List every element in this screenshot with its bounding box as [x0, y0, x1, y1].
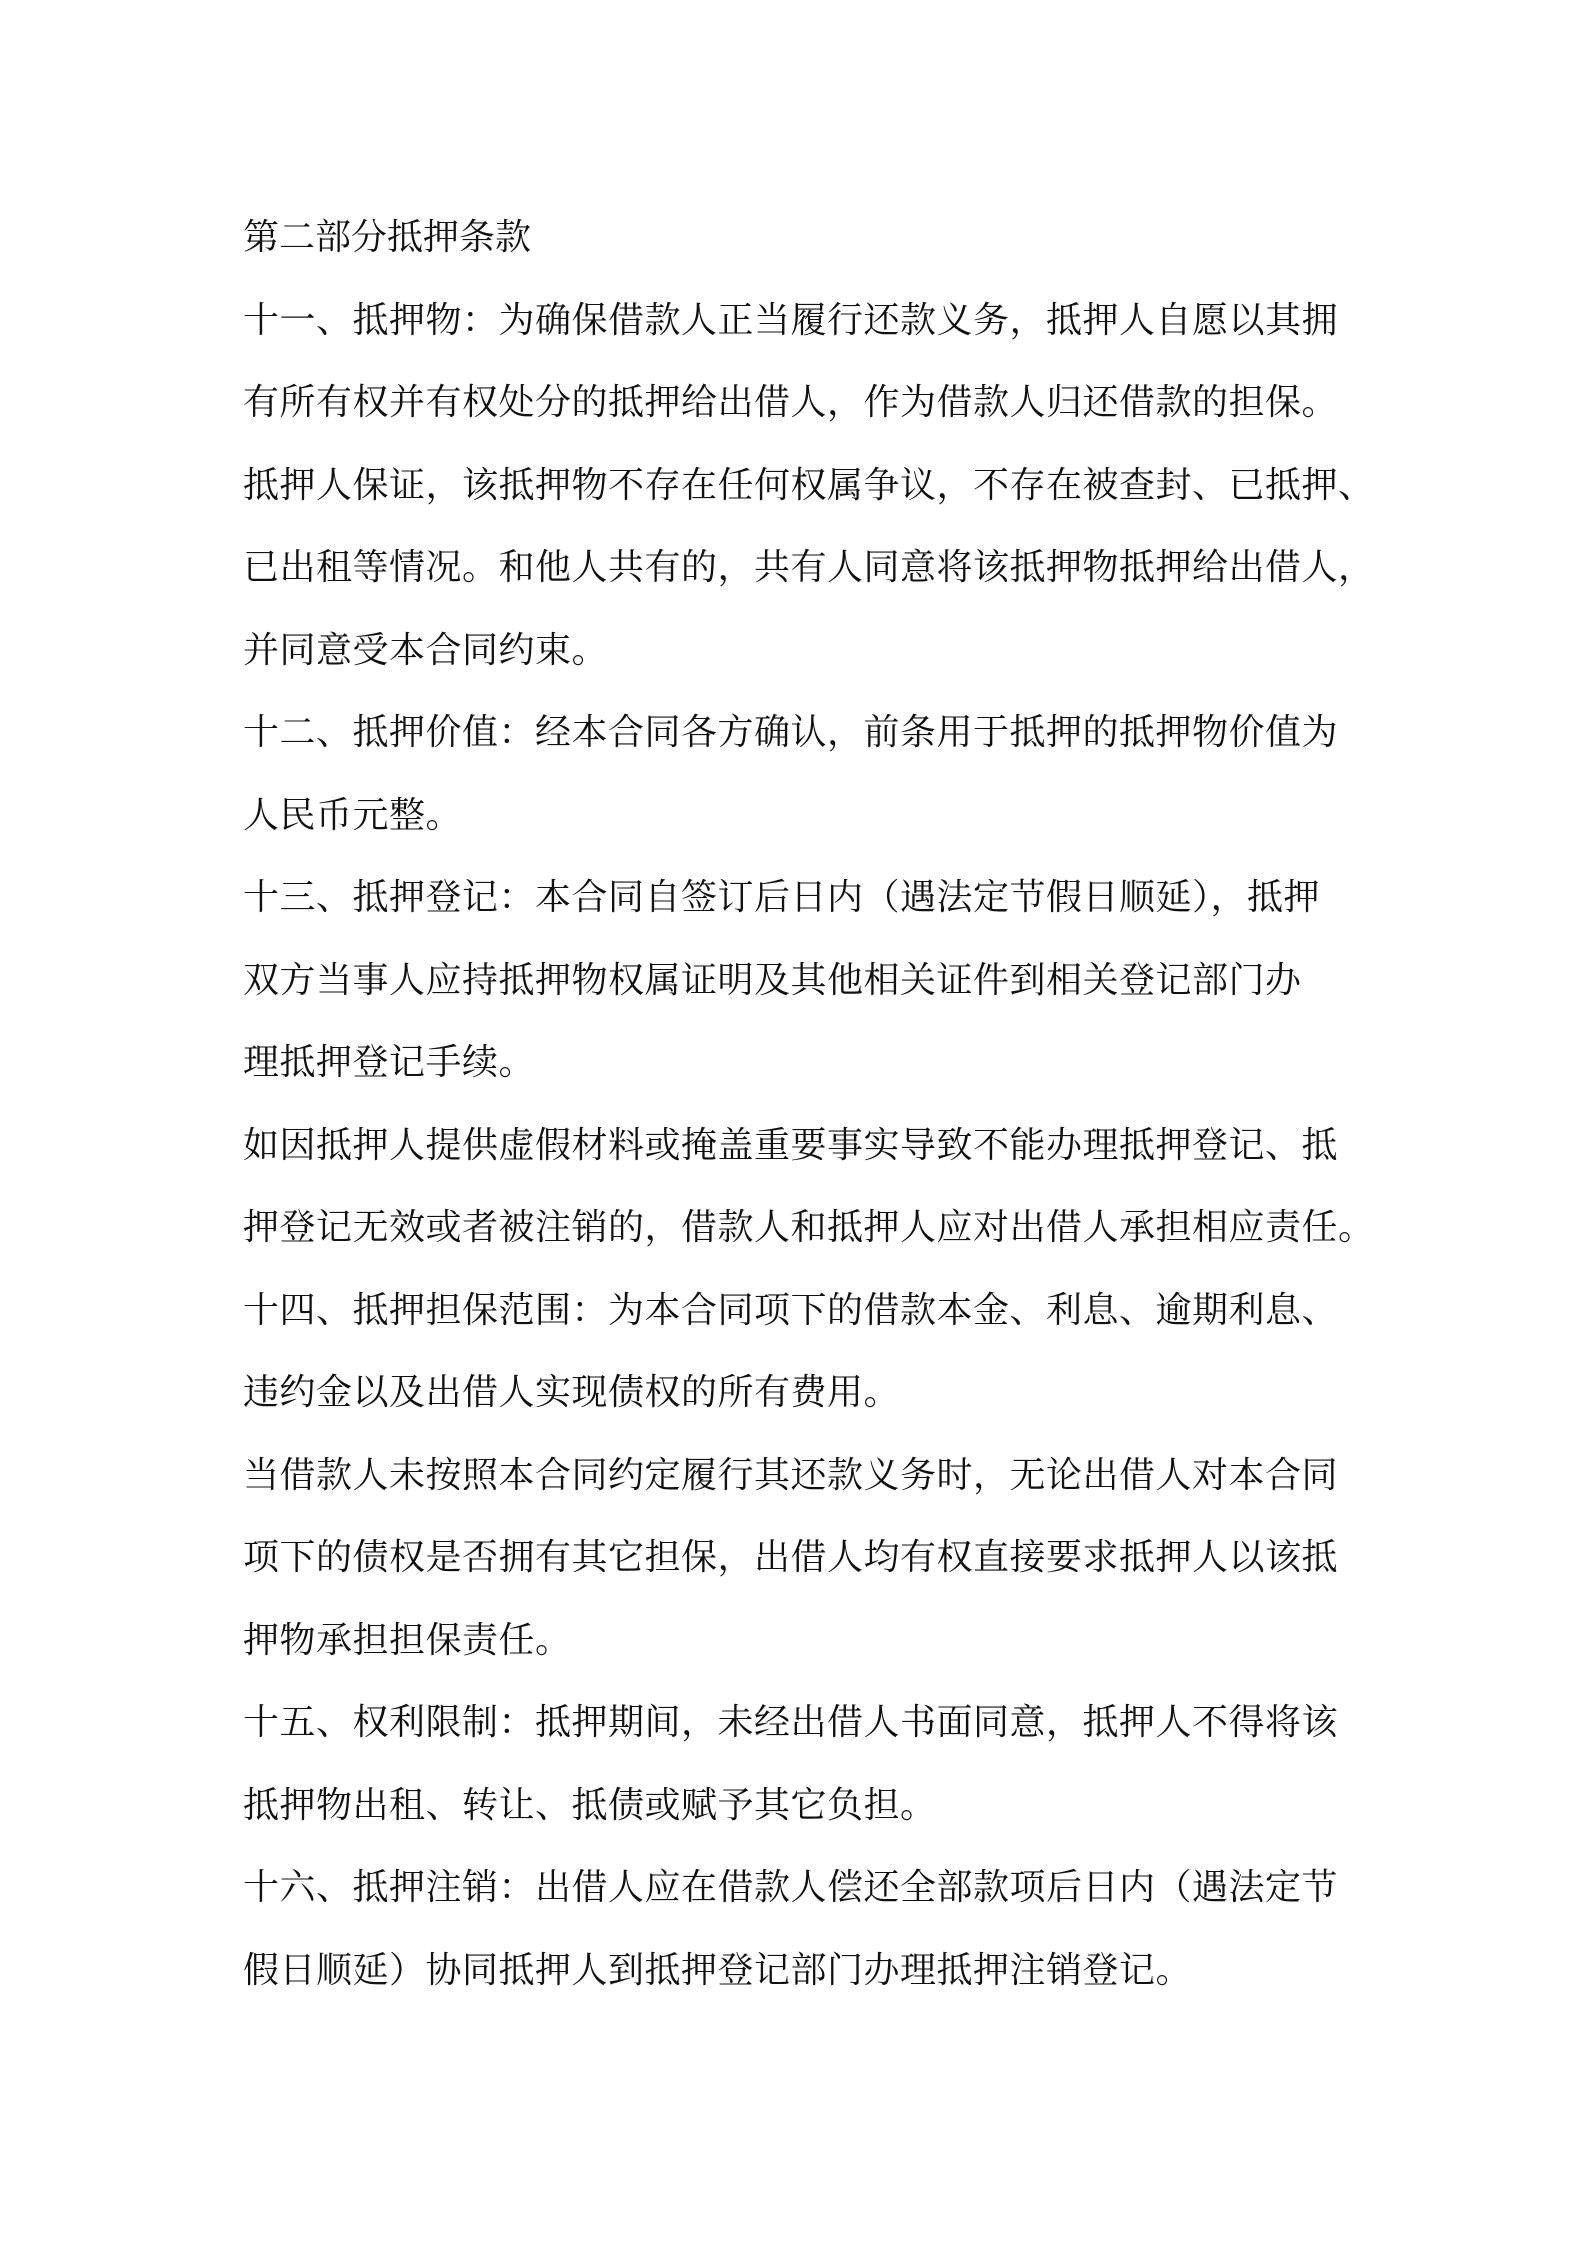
text-line: 人民币元整。	[243, 794, 463, 836]
text-line: 押物承担担保责任。	[243, 1619, 572, 1661]
text-line: 已出租等情况。和他人共有的，共有人同意将该抵押物抵押给出借人，	[243, 547, 1375, 588]
text-line: 十二、抵押价值：经本合同各方确认，前条用于抵押的抵押物价值为	[243, 712, 1339, 753]
text-line: 当借款人未按照本合同约定履行其还款义务时，无论出借人对本合同	[243, 1454, 1339, 1496]
text-line: 十一、抵押物：为确保借款人正当履行还款义务，抵押人自愿以其拥	[243, 299, 1339, 341]
text-line: 并同意受本合同约束。	[243, 629, 609, 671]
text-line: 双方当事人应持抵押物权属证明及其他相关证件到相关登记部门办	[243, 959, 1302, 1001]
text-line: 押登记无效或者被注销的，借款人和抵押人应对出借人承担相应责任。	[243, 1207, 1375, 1248]
text-line: 十三、抵押登记：本合同自签订后日内（遇法定节假日顺延），抵押	[243, 877, 1321, 918]
text-line: 理抵押登记手续。	[243, 1042, 536, 1083]
text-line: 十四、抵押担保范围：为本合同项下的借款本金、利息、逾期利息、	[243, 1289, 1339, 1331]
section-heading: 第二部分抵押条款	[243, 217, 532, 258]
text-line: 如因抵押人提供虚假材料或掩盖重要事实导致不能办理抵押登记、抵	[243, 1124, 1339, 1166]
text-line: 有所有权并有权处分的抵押给出借人，作为借款人归还借款的担保。	[243, 382, 1339, 423]
text-line: 十五、权利限制：抵押期间，未经出借人书面同意，抵押人不得将该	[243, 1702, 1339, 1743]
document-page	[243, 197, 1373, 2012]
text-line: 抵押物出租、转让、抵债或赋予其它负担。	[243, 1784, 937, 1826]
text-line: 抵押人保证，该抵押物不存在任何权属争议，不存在被查封、已抵押、	[243, 464, 1375, 506]
text-line: 十六、抵押注销：出借人应在借款人偿还全部款项后日内（遇法定节	[243, 1867, 1339, 1908]
text-line: 违约金以及出借人实现债权的所有费用。	[243, 1372, 901, 1413]
text-line: 假日顺延）协同抵押人到抵押登记部门办理抵押注销登记。	[243, 1949, 1193, 1991]
text-line: 项下的债权是否拥有其它担保，出借人均有权直接要求抵押人以该抵	[243, 1537, 1339, 1578]
